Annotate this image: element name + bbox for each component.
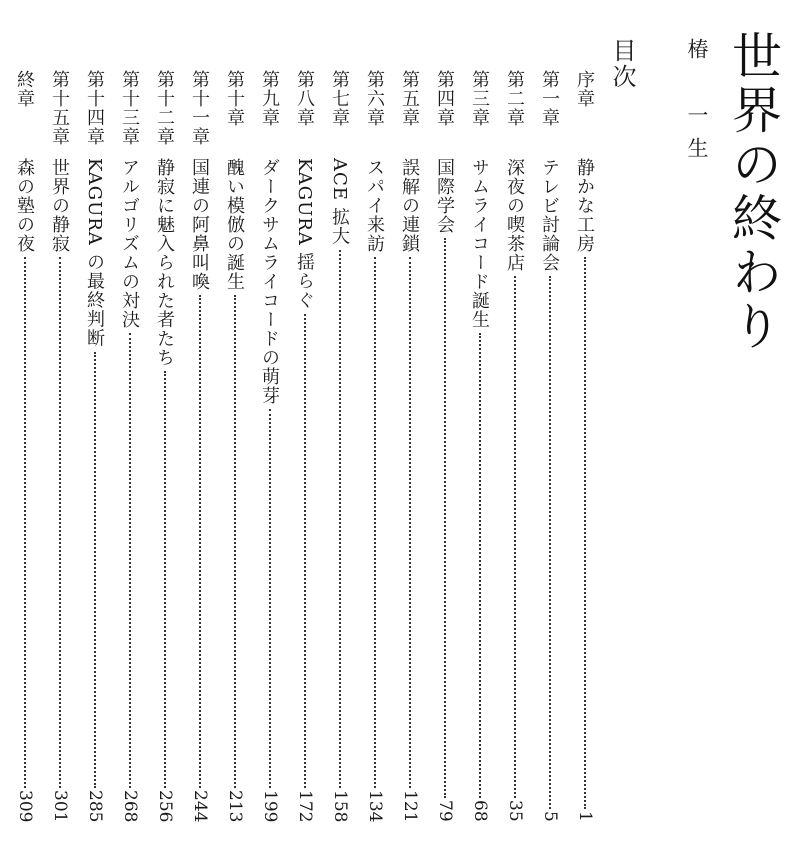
- toc-entry: [221, 70, 248, 822]
- dot-leader: [584, 257, 586, 809]
- toc-entry: [501, 70, 528, 822]
- chapter-number: 第四章: [434, 70, 455, 127]
- chapter-title: テレビ討論会: [539, 158, 560, 272]
- dot-leader: [339, 250, 341, 788]
- toc-entry: [361, 70, 388, 822]
- chapter-title: 静かな工房: [574, 158, 595, 253]
- dot-leader: [59, 257, 61, 788]
- chapter-number: 第七章: [329, 70, 350, 127]
- chapter-number: 第八章: [294, 70, 315, 127]
- chapter-title: 国際学会: [434, 158, 455, 234]
- dot-leader: [514, 276, 516, 798]
- dot-leader: [199, 295, 201, 788]
- dot-leader: [444, 238, 446, 798]
- chapter-title: 静寂に魅入られた者たち: [154, 158, 175, 367]
- page-number: 268: [120, 789, 140, 822]
- chapter-number: 第六章: [364, 70, 385, 127]
- chapter-number: 序章: [574, 70, 595, 108]
- dot-leader: [234, 295, 236, 788]
- page-number: 199: [260, 789, 280, 822]
- page-number: 134: [365, 789, 385, 822]
- dot-leader: [269, 409, 271, 788]
- table-of-contents: [11, 70, 598, 822]
- page-number: 256: [155, 789, 175, 822]
- chapter-title: ダークサムライコードの萌芽: [259, 158, 280, 405]
- toc-entry: [151, 70, 178, 822]
- page-number: 244: [190, 789, 210, 822]
- chapter-title: ACE 拡大: [329, 158, 350, 246]
- page-number: 1: [575, 811, 595, 822]
- dot-leader: [94, 352, 96, 788]
- toc-heading: 目次: [608, 38, 636, 90]
- toc-entry: [256, 70, 283, 822]
- page-number: 309: [15, 789, 35, 822]
- chapter-title: 世界の静寂: [49, 158, 70, 253]
- chapter-title: KAGURA の最終判断: [84, 158, 105, 348]
- chapter-title: 森の塾の夜: [14, 158, 35, 253]
- chapter-title: スパイ来訪: [364, 158, 385, 253]
- chapter-title: 醜い模倣の誕生: [224, 158, 245, 291]
- page-number: 213: [225, 789, 245, 822]
- chapter-number: 第十三章: [119, 70, 140, 146]
- page-number: 121: [400, 789, 420, 822]
- page-number: 301: [50, 789, 70, 822]
- dot-leader: [374, 257, 376, 788]
- chapter-number: 第二章: [504, 70, 525, 127]
- dot-leader: [304, 314, 306, 788]
- chapter-number: 第十二章: [154, 70, 175, 146]
- chapter-number: 第十章: [224, 70, 245, 127]
- dot-leader: [164, 371, 166, 788]
- toc-entry: [81, 70, 108, 822]
- book-title: 世界の終わり: [724, 30, 782, 354]
- toc-entry: [396, 70, 423, 822]
- chapter-number: 第三章: [469, 70, 490, 127]
- chapter-title: サムライコード誕生: [469, 158, 490, 329]
- chapter-number: 第一章: [539, 70, 560, 127]
- dot-leader: [549, 276, 551, 809]
- chapter-title: 深夜の喫茶店: [504, 158, 525, 272]
- chapter-number: 第十五章: [49, 70, 70, 146]
- chapter-number: 終章: [14, 70, 35, 108]
- toc-entry: [116, 70, 143, 822]
- toc-entry: [326, 70, 353, 822]
- page-number: 35: [505, 800, 525, 822]
- chapter-title: 国連の阿鼻叫喚: [189, 158, 210, 291]
- toc-entry: [536, 70, 563, 822]
- page-number: 158: [330, 789, 350, 822]
- chapter-number: 第十一章: [189, 70, 210, 146]
- page-number: 68: [470, 800, 490, 822]
- toc-entry: [46, 70, 73, 822]
- toc-entry: [431, 70, 458, 822]
- page-number: 79: [435, 800, 455, 822]
- toc-entry: [466, 70, 493, 822]
- page-number: 172: [295, 789, 315, 822]
- page-number: 285: [85, 789, 105, 822]
- dot-leader: [24, 257, 26, 788]
- page-number: 5: [540, 811, 560, 822]
- toc-entry: [291, 70, 318, 822]
- dot-leader: [479, 333, 481, 798]
- chapter-number: 第五章: [399, 70, 420, 127]
- toc-entry: [11, 70, 38, 822]
- chapter-title: KAGURA 揺らぐ: [294, 158, 315, 310]
- chapter-title: アルゴリズムの対決: [119, 158, 140, 329]
- chapter-number: 第九章: [259, 70, 280, 127]
- author-name: 椿 一生: [685, 38, 709, 170]
- dot-leader: [129, 333, 131, 788]
- toc-entry: [186, 70, 213, 822]
- toc-entry: [571, 70, 598, 822]
- chapter-number: 第十四章: [84, 70, 105, 146]
- dot-leader: [409, 257, 411, 788]
- chapter-title: 誤解の連鎖: [399, 158, 420, 253]
